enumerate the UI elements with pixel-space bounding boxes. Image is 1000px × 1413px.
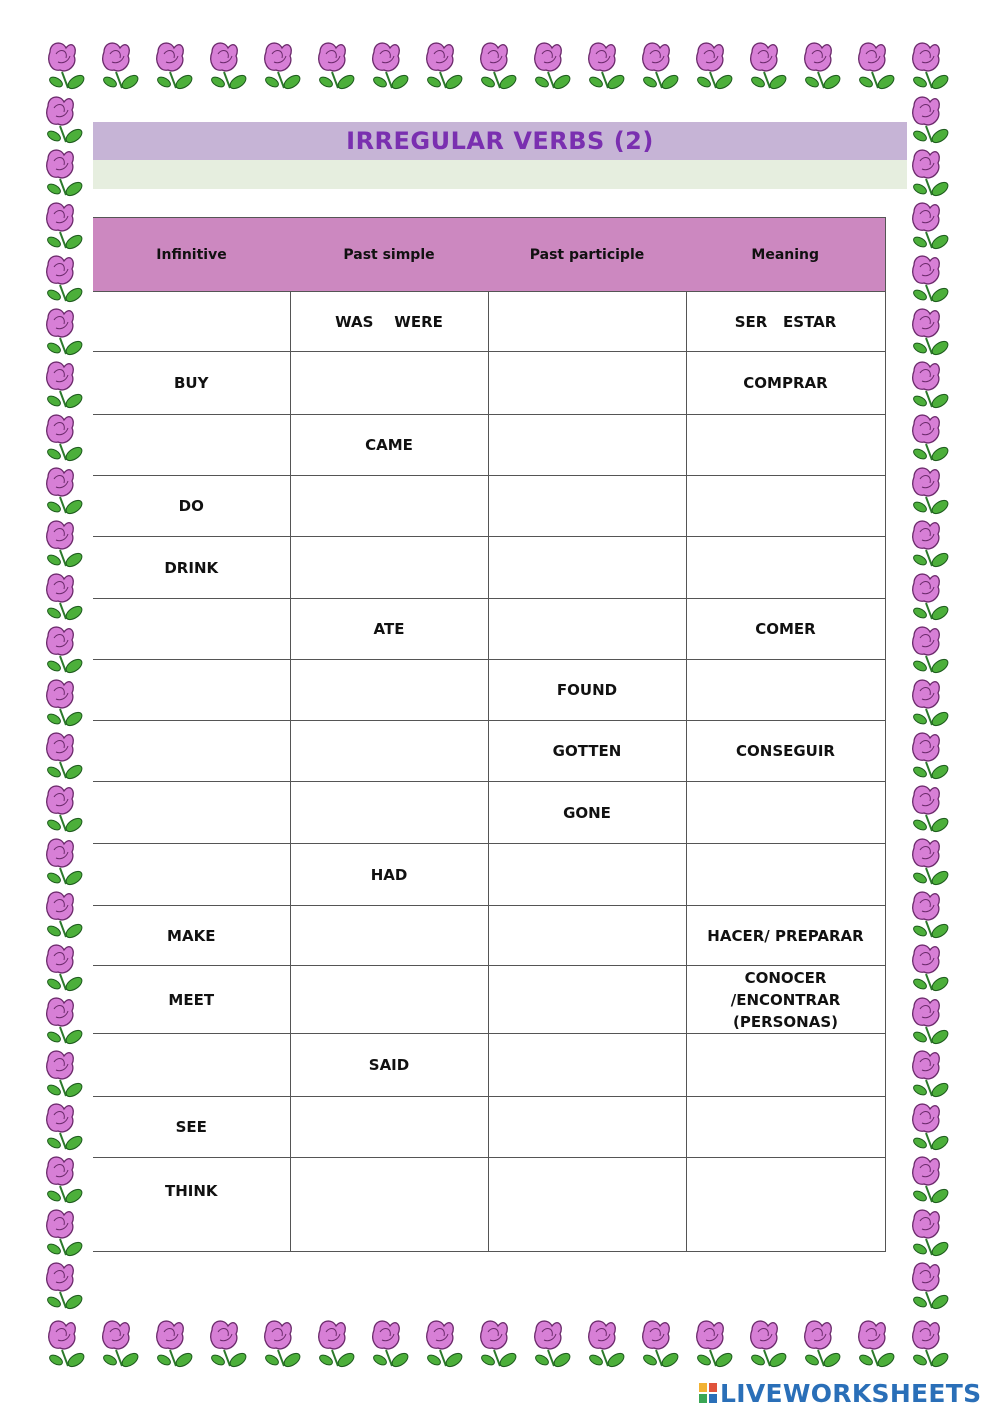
rose-icon — [912, 1210, 950, 1258]
cell-meaning: CONOCER /ENCONTRAR (PERSONAS) — [686, 966, 885, 1034]
table-row — [93, 599, 885, 660]
table-row — [93, 415, 885, 476]
rose-icon — [642, 1321, 680, 1369]
cell-past-participle[interactable] — [488, 1158, 686, 1252]
cell-meaning: SER ESTAR — [686, 292, 885, 352]
table-row — [93, 660, 885, 721]
rose-icon — [48, 1321, 86, 1369]
rose-icon — [318, 43, 356, 91]
rose-icon — [912, 627, 950, 675]
cell-meaning[interactable] — [686, 660, 885, 721]
rose-icon — [426, 1321, 464, 1369]
table-row — [93, 906, 885, 966]
cell-infinitive: MAKE — [93, 906, 290, 966]
rose-icon — [102, 1321, 140, 1369]
rose-icon — [210, 1321, 248, 1369]
cell-infinitive[interactable] — [93, 1034, 290, 1097]
cell-past-simple[interactable] — [290, 1158, 488, 1252]
cell-past-participle: FOUND — [488, 660, 686, 721]
worksheet-title: IRREGULAR VERBS (2) — [346, 127, 654, 155]
rose-icon — [264, 1321, 302, 1369]
verbs-table — [93, 217, 886, 1252]
rose-icon — [46, 150, 84, 198]
rose-icon — [912, 43, 950, 91]
cell-past-participle[interactable] — [488, 906, 686, 966]
rose-icon — [318, 1321, 356, 1369]
cell-meaning[interactable] — [686, 844, 885, 906]
cell-past-simple: SAID — [290, 1034, 488, 1097]
cell-infinitive: MEET — [93, 966, 290, 1034]
liveworksheets-logo — [698, 1378, 981, 1408]
cell-past-participle[interactable] — [488, 1097, 686, 1158]
rose-icon — [912, 150, 950, 198]
rose-icon — [46, 892, 84, 940]
cell-meaning: HACER/ PREPARAR — [686, 906, 885, 966]
cell-past-simple[interactable] — [290, 966, 488, 1034]
rose-icon — [46, 839, 84, 887]
table-row — [93, 782, 885, 844]
rose-icon — [46, 256, 84, 304]
cell-past-participle[interactable] — [488, 599, 686, 660]
rose-icon — [46, 733, 84, 781]
rose-icon — [372, 1321, 410, 1369]
cell-past-participle[interactable] — [488, 352, 686, 415]
rose-icon — [210, 43, 248, 91]
cell-past-participle[interactable] — [488, 537, 686, 599]
rose-icon — [912, 998, 950, 1046]
rose-icon — [264, 43, 302, 91]
rose-icon — [46, 574, 84, 622]
rose-icon — [912, 203, 950, 251]
header-past-participle: Past participle — [488, 218, 686, 292]
table-row — [93, 1097, 885, 1158]
rose-icon — [696, 43, 734, 91]
subtitle-band — [93, 160, 907, 189]
cell-infinitive[interactable] — [93, 292, 290, 352]
rose-icon — [912, 256, 950, 304]
rose-icon — [46, 627, 84, 675]
rose-icon — [912, 945, 950, 993]
rose-icon — [912, 415, 950, 463]
rose-icon — [156, 1321, 194, 1369]
liveworksheets-logo-icon — [698, 1382, 718, 1404]
rose-icon — [696, 1321, 734, 1369]
cell-past-simple: WAS WERE — [290, 292, 488, 352]
cell-infinitive[interactable] — [93, 721, 290, 782]
cell-past-simple: CAME — [290, 415, 488, 476]
rose-icon — [912, 733, 950, 781]
rose-icon — [46, 468, 84, 516]
rose-icon — [588, 1321, 626, 1369]
cell-infinitive: DO — [93, 476, 290, 537]
table-row — [93, 966, 885, 1034]
cell-past-participle[interactable] — [488, 966, 686, 1034]
rose-icon — [46, 786, 84, 834]
cell-past-participle[interactable] — [488, 476, 686, 537]
rose-icon — [46, 415, 84, 463]
rose-icon — [588, 43, 626, 91]
cell-past-simple[interactable] — [290, 352, 488, 415]
rose-icon — [534, 43, 572, 91]
cell-meaning[interactable] — [686, 1034, 885, 1097]
rose-icon — [912, 362, 950, 410]
rose-icon — [912, 1104, 950, 1152]
cell-meaning[interactable] — [686, 537, 885, 599]
cell-infinitive: THINK — [93, 1158, 290, 1252]
rose-icon — [858, 1321, 896, 1369]
rose-icon — [912, 521, 950, 569]
table-row — [93, 537, 885, 599]
rose-icon — [46, 1157, 84, 1205]
header-infinitive: Infinitive — [93, 218, 290, 292]
cell-past-simple: HAD — [290, 844, 488, 906]
rose-icon — [912, 1263, 950, 1311]
rose-icon — [480, 1321, 518, 1369]
rose-icon — [912, 1051, 950, 1099]
rose-icon — [46, 1104, 84, 1152]
rose-icon — [480, 43, 518, 91]
cell-infinitive[interactable] — [93, 599, 290, 660]
rose-icon — [46, 362, 84, 410]
rose-icon — [426, 43, 464, 91]
rose-icon — [642, 43, 680, 91]
header-past-simple: Past simple — [290, 218, 488, 292]
cell-past-participle[interactable] — [488, 415, 686, 476]
cell-meaning[interactable] — [686, 476, 885, 537]
table-row — [93, 476, 885, 537]
rose-icon — [912, 468, 950, 516]
cell-infinitive[interactable] — [93, 844, 290, 906]
cell-meaning[interactable] — [686, 415, 885, 476]
rose-icon — [804, 43, 842, 91]
table-row — [93, 292, 885, 352]
rose-icon — [534, 1321, 572, 1369]
cell-past-simple[interactable] — [290, 782, 488, 844]
cell-past-simple[interactable] — [290, 906, 488, 966]
cell-past-participle: GOTTEN — [488, 721, 686, 782]
rose-icon — [912, 892, 950, 940]
cell-infinitive: BUY — [93, 352, 290, 415]
rose-icon — [912, 1157, 950, 1205]
table-header-row — [93, 218, 885, 292]
table-row — [93, 1034, 885, 1097]
cell-past-participle[interactable] — [488, 1034, 686, 1097]
cell-infinitive[interactable] — [93, 782, 290, 844]
rose-icon — [46, 1051, 84, 1099]
cell-past-participle: GONE — [488, 782, 686, 844]
rose-icon — [912, 309, 950, 357]
cell-infinitive: SEE — [93, 1097, 290, 1158]
table-row — [93, 844, 885, 906]
cell-meaning: COMER — [686, 599, 885, 660]
rose-icon — [372, 43, 410, 91]
rose-icon — [46, 97, 84, 145]
rose-icon — [912, 1321, 950, 1369]
rose-icon — [46, 680, 84, 728]
rose-icon — [46, 1263, 84, 1311]
liveworksheets-logo-text: LIVEWORKSHEETS — [720, 1378, 982, 1408]
cell-meaning[interactable] — [686, 1097, 885, 1158]
rose-icon — [804, 1321, 842, 1369]
rose-icon — [858, 43, 896, 91]
cell-infinitive: DRINK — [93, 537, 290, 599]
cell-past-simple[interactable] — [290, 476, 488, 537]
rose-icon — [46, 309, 84, 357]
rose-icon — [750, 1321, 788, 1369]
rose-icon — [156, 43, 194, 91]
cell-past-participle[interactable] — [488, 292, 686, 352]
cell-past-simple[interactable] — [290, 721, 488, 782]
rose-icon — [46, 1210, 84, 1258]
cell-meaning: CONSEGUIR — [686, 721, 885, 782]
rose-icon — [912, 839, 950, 887]
title-band — [93, 122, 907, 160]
cell-meaning[interactable] — [686, 782, 885, 844]
rose-icon — [46, 945, 84, 993]
cell-past-simple: ATE — [290, 599, 488, 660]
table-row — [93, 1158, 885, 1252]
cell-meaning: COMPRAR — [686, 352, 885, 415]
rose-icon — [912, 97, 950, 145]
rose-icon — [750, 43, 788, 91]
rose-icon — [912, 574, 950, 622]
cell-past-simple[interactable] — [290, 1097, 488, 1158]
rose-icon — [102, 43, 140, 91]
rose-icon — [48, 43, 86, 91]
rose-icon — [912, 680, 950, 728]
cell-past-participle[interactable] — [488, 844, 686, 906]
cell-infinitive[interactable] — [93, 415, 290, 476]
rose-icon — [46, 521, 84, 569]
rose-icon — [912, 786, 950, 834]
rose-icon — [46, 998, 84, 1046]
cell-meaning[interactable] — [686, 1158, 885, 1252]
cell-past-simple[interactable] — [290, 660, 488, 721]
rose-icon — [46, 203, 84, 251]
cell-past-simple[interactable] — [290, 537, 488, 599]
header-meaning: Meaning — [686, 218, 885, 292]
cell-infinitive[interactable] — [93, 660, 290, 721]
table-row — [93, 721, 885, 782]
table-body — [93, 292, 885, 1252]
table-row — [93, 352, 885, 415]
